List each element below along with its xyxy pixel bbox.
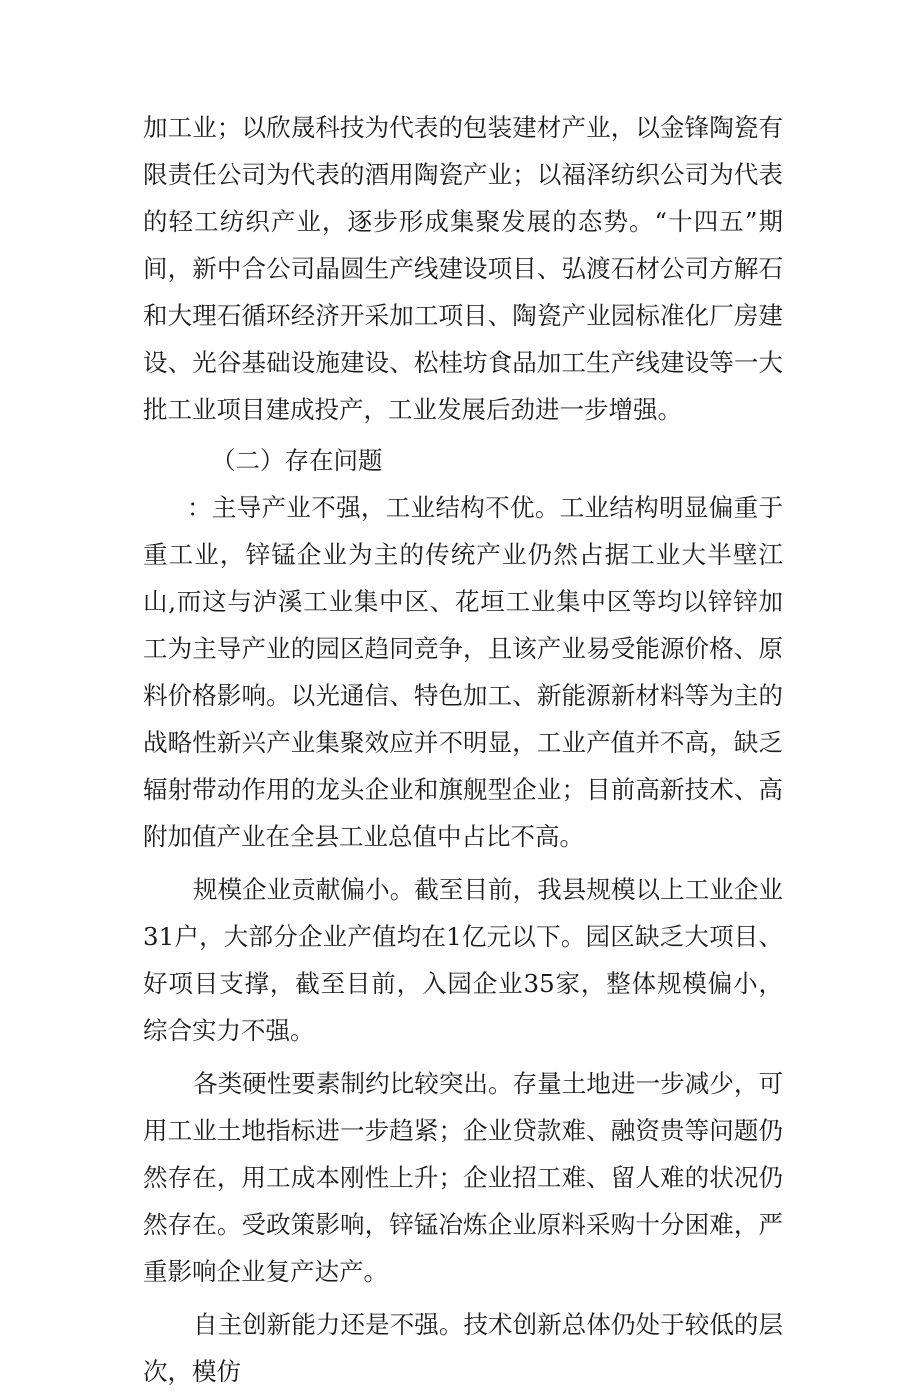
- section-heading-existing-problems: （二）存在问题: [211, 446, 383, 475]
- paragraph-innovation-capacity: 自主创新能力还是不强。技术创新总体仍处于较低的层次，模仿: [143, 1310, 783, 1386]
- paragraph-leading-industry: ：主导产业不强，工业结构不优。工业结构明显偏重于重工业，锌锰企业为主的传统产业仍然占据工业大半壁江山,而这与泸溪工业集中区、花垣工业集中区等均以锌锌加工为主导产业的园区趋同竞争，且该产业易受能源价格、原料价格影响。以光通信、特色加工、新能源新材料等为主的战略性新兴产业集聚效应并不明显，工业产值并不高，缺乏辐射带动作用的龙头企业和旗舰型企业；目前高新技术、高附加值产业在全县工业总值中占比不高。: [143, 493, 783, 851]
- document-body: [143, 104, 783, 1395]
- paragraph-industry-overview: 加工业；以欣晟科技为代表的包装建材产业，以金锋陶瓷有限责任公司为代表的酒用陶瓷产业；以福泽纺织公司为代表的轻工纺织产业，逐步形成集聚发展的态势。“十四五”期间，新中合公司晶圆生产线建设项目、弘渡石材公司方解石和大理石循环经济开采加工项目、陶瓷产业园标准化厂房建设、光谷基础设施建设、松桂坊食品加工生产线建设等一大批工业项目建成投产，工业发展后劲进一步增强。: [143, 113, 783, 424]
- paragraph-enterprise-scale: 规模企业贡献偏小。截至目前，我县规模以上工业企业31户，大部分企业产值均在1亿元以下。园区缺乏大项目、好项目支撑，截至目前，入园企业35家，整体规模偏小，综合实力不强。: [143, 875, 783, 1045]
- paragraph-resource-constraints: 各类硬性要素制约比较突出。存量土地进一步减少，可用工业土地指标进一步趋紧；企业贷款难、融资贵等问题仍然存在，用工成本刚性上升；企业招工难、留人难的状况仍然存在。受政策影响，锌锰冶炼企业原料采购十分困难，严重影响企业复产达产。: [143, 1069, 783, 1286]
